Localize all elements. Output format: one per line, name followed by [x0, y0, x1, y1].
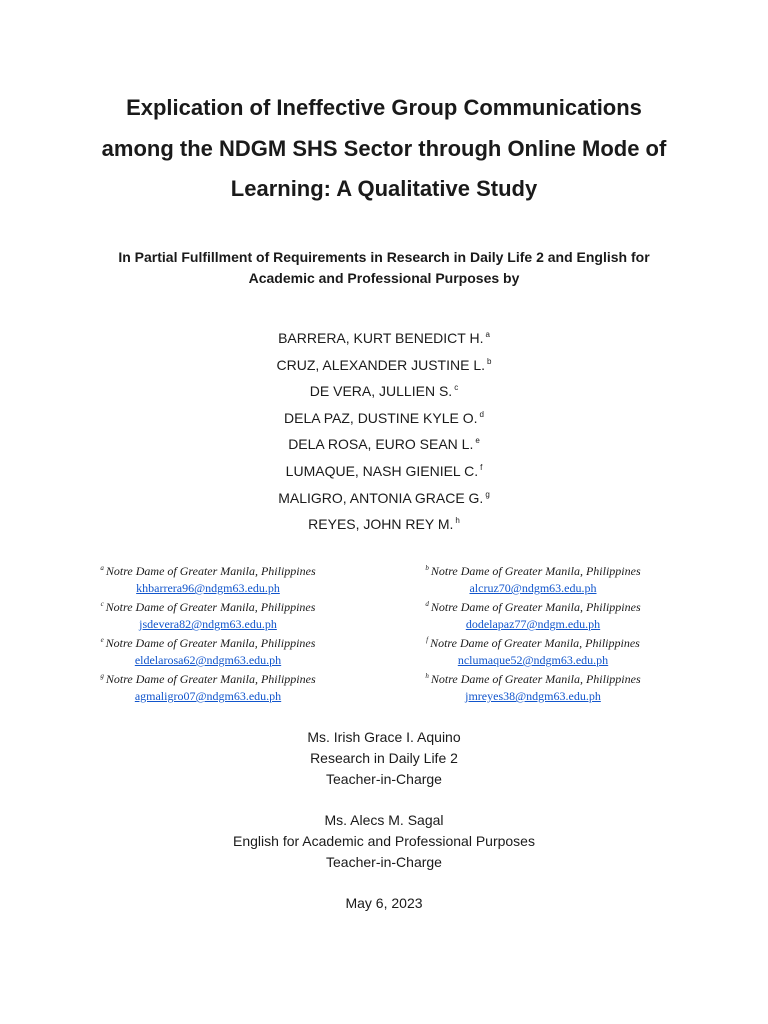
institution-name: Notre Dame of Greater Manila, Philippines — [430, 636, 640, 650]
affiliation-mark: a — [485, 330, 490, 339]
author-name: LUMAQUE, NASH GIENIEL C. — [285, 462, 479, 479]
affiliation-mark: b — [487, 356, 492, 366]
affiliation-entry — [58, 596, 358, 633]
fulfillment-line: In Partial Fulfillment of Requirements in Research in Daily Life 2 and English for — [118, 249, 650, 265]
affiliation-entry — [383, 632, 683, 669]
author — [0, 322, 768, 349]
title-line: Explication of Ineffective Group Communications — [126, 95, 642, 120]
author-name: BARRERA, KURT BENEDICT H. — [278, 330, 484, 346]
adviser-subject: Research in Daily Life 2 — [310, 750, 458, 766]
adviser-role: Teacher-in-Charge — [326, 854, 442, 870]
affiliation-entry — [58, 668, 358, 705]
email-link[interactable]: jsdevera82@ndgm63.edu.ph — [139, 617, 277, 631]
author-name: DELA PAZ, DUSTINE KYLE O. — [284, 409, 478, 426]
author-name: DELA ROSA, EURO SEAN L. — [288, 436, 474, 453]
email-link[interactable]: eldelarosa62@ndgm63.edu.ph — [134, 653, 282, 667]
email-link[interactable]: alcruz70@ndgm63.edu.ph — [469, 581, 597, 595]
affiliation-entry — [383, 668, 683, 705]
affiliation-mark: a — [100, 564, 104, 572]
author-name: REYES, JOHN REY M. — [308, 516, 454, 533]
title-line: Learning: A Qualitative Study — [230, 176, 538, 201]
institution — [58, 560, 358, 580]
affiliation-mark: d — [425, 600, 429, 608]
adviser-list — [0, 727, 768, 914]
adviser — [0, 810, 768, 873]
institution — [58, 596, 358, 616]
institution — [383, 632, 683, 652]
title-line: among the NDGM SHS Sector through Online Mode of — [101, 135, 667, 161]
affiliation-mark: b — [425, 564, 429, 572]
email-link[interactable]: khbarrera96@ndgm63.edu.ph — [136, 581, 280, 595]
institution — [58, 632, 358, 652]
author — [0, 428, 768, 455]
author-list — [0, 322, 768, 535]
author-name: DE VERA, JULLIEN S. — [309, 383, 453, 400]
institution — [58, 668, 358, 688]
author — [0, 482, 768, 509]
affiliation-mark: c — [100, 600, 104, 608]
affiliation-mark: e — [475, 436, 480, 446]
affiliation-mark: g — [100, 672, 104, 680]
email-link[interactable]: dodelapaz77@ndgm.edu.ph — [465, 617, 601, 631]
institution-name: Notre Dame of Greater Manila, Philippines — [105, 672, 316, 686]
author — [0, 455, 768, 482]
affiliation-mark: f — [480, 462, 483, 472]
affiliation-entry — [383, 560, 683, 597]
institution-name: Notre Dame of Greater Manila, Philippines — [105, 564, 316, 578]
adviser-role: Teacher-in-Charge — [326, 771, 442, 787]
adviser-name: Ms. Alecs M. Sagal — [324, 812, 444, 828]
affiliation-entry — [383, 596, 683, 633]
adviser-name: Ms. Irish Grace I. Aquino — [307, 729, 461, 745]
affiliation-mark: g — [485, 489, 490, 499]
affiliation-mark: f — [426, 636, 429, 644]
institution-name: Notre Dame of Greater Manila, Philippines — [105, 636, 316, 650]
email-link[interactable]: agmaligro07@ndgm63.edu.ph — [134, 689, 282, 703]
author-name: MALIGRO, ANTONIA GRACE G. — [278, 489, 484, 506]
affiliation-mark: h — [455, 516, 460, 526]
affiliation-mark: h — [425, 672, 429, 680]
affiliation-mark: c — [454, 383, 459, 393]
author — [0, 402, 768, 429]
author — [0, 349, 768, 376]
institution-name: Notre Dame of Greater Manila, Philippines — [430, 600, 641, 614]
affiliation-mark: e — [100, 636, 104, 644]
submission-date: May 6, 2023 — [345, 895, 423, 911]
author — [0, 375, 768, 402]
affiliation-entry — [58, 560, 358, 597]
adviser-subject: English for Academic and Professional Purposes — [233, 833, 535, 849]
institution — [383, 560, 683, 580]
paper-title — [60, 88, 708, 210]
author — [0, 508, 768, 535]
institution-name: Notre Dame of Greater Manila, Philippines — [105, 600, 316, 614]
affiliation-entry — [58, 632, 358, 669]
author-name: CRUZ, ALEXANDER JUSTINE L. — [276, 356, 486, 373]
institution — [383, 596, 683, 616]
fulfillment-line: Academic and Professional Purposes by — [248, 270, 520, 286]
email-link[interactable]: nclumaque52@ndgm63.edu.ph — [457, 653, 609, 667]
institution — [383, 668, 683, 688]
affiliation-mark: d — [479, 409, 484, 419]
email-link[interactable]: jmreyes38@ndgm63.edu.ph — [465, 689, 601, 703]
institution-name: Notre Dame of Greater Manila, Philippines — [430, 672, 641, 686]
institution-name: Notre Dame of Greater Manila, Philippines — [430, 564, 641, 578]
adviser — [0, 727, 768, 790]
fulfillment-statement — [60, 247, 708, 289]
